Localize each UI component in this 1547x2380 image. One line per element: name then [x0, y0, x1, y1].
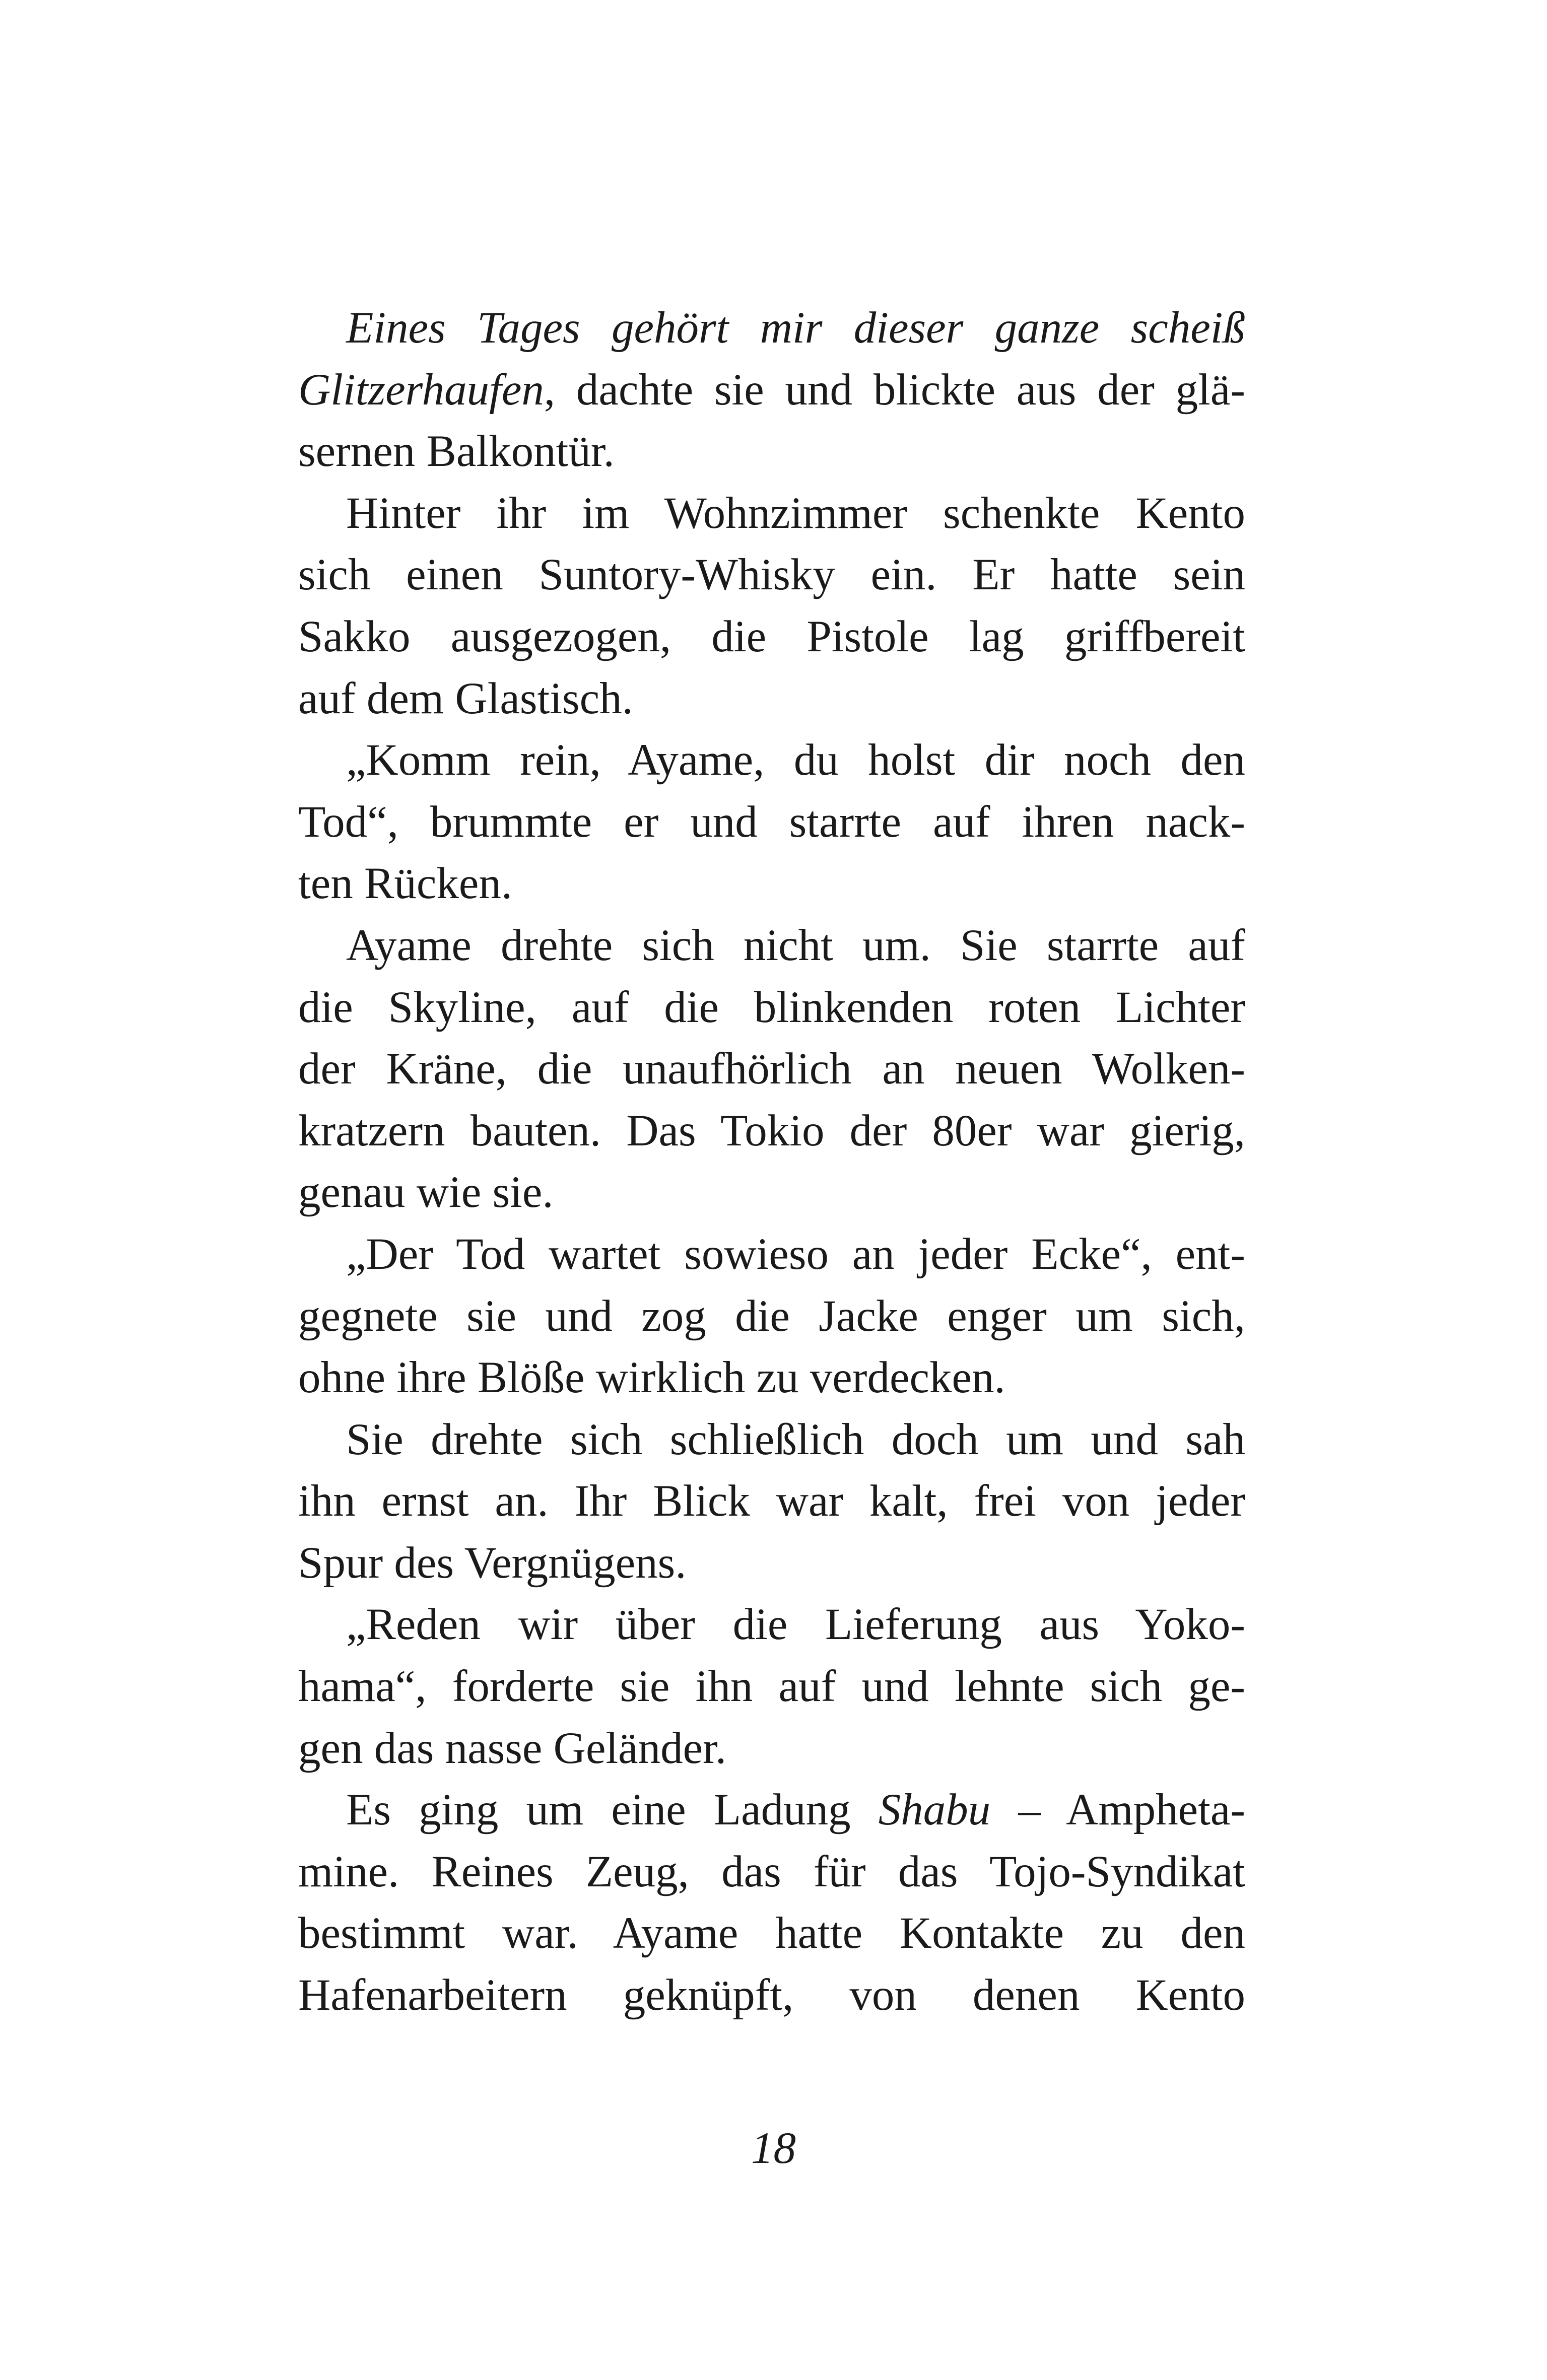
text-line	[298, 359, 1245, 421]
paragraph	[298, 1779, 1245, 2026]
text-segment: Ayame drehte sich nicht um. Sie starrte auf	[346, 920, 1245, 970]
body-text	[298, 297, 1245, 2026]
text-line	[298, 606, 1245, 668]
text-line	[298, 1964, 1245, 2026]
italic-text: Glitzerhaufen	[298, 365, 544, 415]
text-segment: ihn ernst an. Ihr Blick war kalt, frei von jeder	[298, 1476, 1245, 1526]
paragraph	[298, 915, 1245, 1223]
text-line	[298, 791, 1245, 853]
text-line	[298, 1285, 1245, 1347]
text-line	[298, 915, 1245, 977]
text-segment: Es ging um eine Ladung	[346, 1785, 879, 1835]
text-line	[298, 977, 1245, 1039]
text-line	[298, 1223, 1245, 1285]
text-segment: Hinter ihr im Wohnzimmer schenkte Kento	[346, 488, 1245, 538]
text-segment: – Ampheta-	[990, 1785, 1245, 1835]
text-segment: Spur des Vergnügens.	[298, 1538, 687, 1588]
text-line	[298, 1038, 1245, 1100]
text-segment: Sie drehte sich schließlich doch um und sah	[346, 1414, 1245, 1464]
paragraph	[298, 1594, 1245, 1779]
text-line	[298, 1532, 1245, 1594]
text-line	[298, 297, 1245, 359]
text-segment: „Der Tod wartet sowieso an jeder Ecke“, ent-	[346, 1229, 1245, 1279]
text-line	[298, 1100, 1245, 1162]
text-line	[298, 1902, 1245, 1964]
text-segment: Tod“, brummte er und starrte auf ihren nack-	[298, 797, 1245, 847]
text-line	[298, 1779, 1245, 1841]
text-line	[298, 1470, 1245, 1532]
text-line	[298, 1718, 1245, 1780]
text-line	[298, 1656, 1245, 1718]
text-segment: genau wie sie.	[298, 1168, 554, 1217]
text-segment: , dachte sie und blickte aus der glä-	[544, 365, 1245, 415]
text-segment: ohne ihre Blöße wirklich zu verdecken.	[298, 1353, 1005, 1403]
text-segment: „Komm rein, Ayame, du holst dir noch den	[346, 735, 1245, 785]
text-line	[298, 729, 1245, 791]
text-line	[298, 1594, 1245, 1656]
paragraph	[298, 1409, 1245, 1594]
text-segment: der Kräne, die unaufhörlich an neuen Wolken-	[298, 1044, 1245, 1094]
text-segment: gen das nasse Geländer.	[298, 1723, 727, 1773]
text-line	[298, 544, 1245, 606]
text-line	[298, 668, 1245, 730]
italic-text: Shabu	[878, 1785, 991, 1835]
italic-text: Eines Tages gehört mir dieser ganze scheiß	[346, 303, 1245, 353]
text-segment: ten Rücken.	[298, 859, 513, 909]
text-line	[298, 483, 1245, 545]
text-segment: die Skyline, auf die blinkenden roten Lichter	[298, 982, 1245, 1032]
text-line	[298, 853, 1245, 915]
paragraph	[298, 483, 1245, 729]
text-segment: kratzern bauten. Das Tokio der 80er war gierig,	[298, 1106, 1245, 1155]
text-segment: „Reden wir über die Lieferung aus Yoko-	[346, 1600, 1245, 1650]
text-segment: sernen Balkontür.	[298, 427, 615, 477]
text-line	[298, 1347, 1245, 1409]
text-segment: gegnete sie und zog die Jacke enger um sich,	[298, 1291, 1245, 1341]
paragraph	[298, 1223, 1245, 1409]
text-line	[298, 1409, 1245, 1471]
text-segment: auf dem Glastisch.	[298, 673, 633, 723]
text-segment: mine. Reines Zeug, das für das Tojo-Syndikat	[298, 1847, 1245, 1896]
text-segment: sich einen Suntory-Whisky ein. Er hatte sein	[298, 550, 1245, 600]
paragraph	[298, 297, 1245, 483]
text-segment: bestimmt war. Ayame hatte Kontakte zu den	[298, 1909, 1245, 1958]
text-line	[298, 1841, 1245, 1903]
text-line	[298, 421, 1245, 483]
paragraph	[298, 729, 1245, 915]
page-number: 18	[751, 2124, 796, 2173]
text-segment: Sakko ausgezogen, die Pistole lag griffbereit	[298, 611, 1245, 661]
text-line	[298, 1162, 1245, 1223]
text-segment: Hafenarbeitern geknüpft, von denen Kento	[298, 1970, 1245, 2020]
text-segment: hama“, forderte sie ihn auf und lehnte sich ge-	[298, 1662, 1245, 1712]
